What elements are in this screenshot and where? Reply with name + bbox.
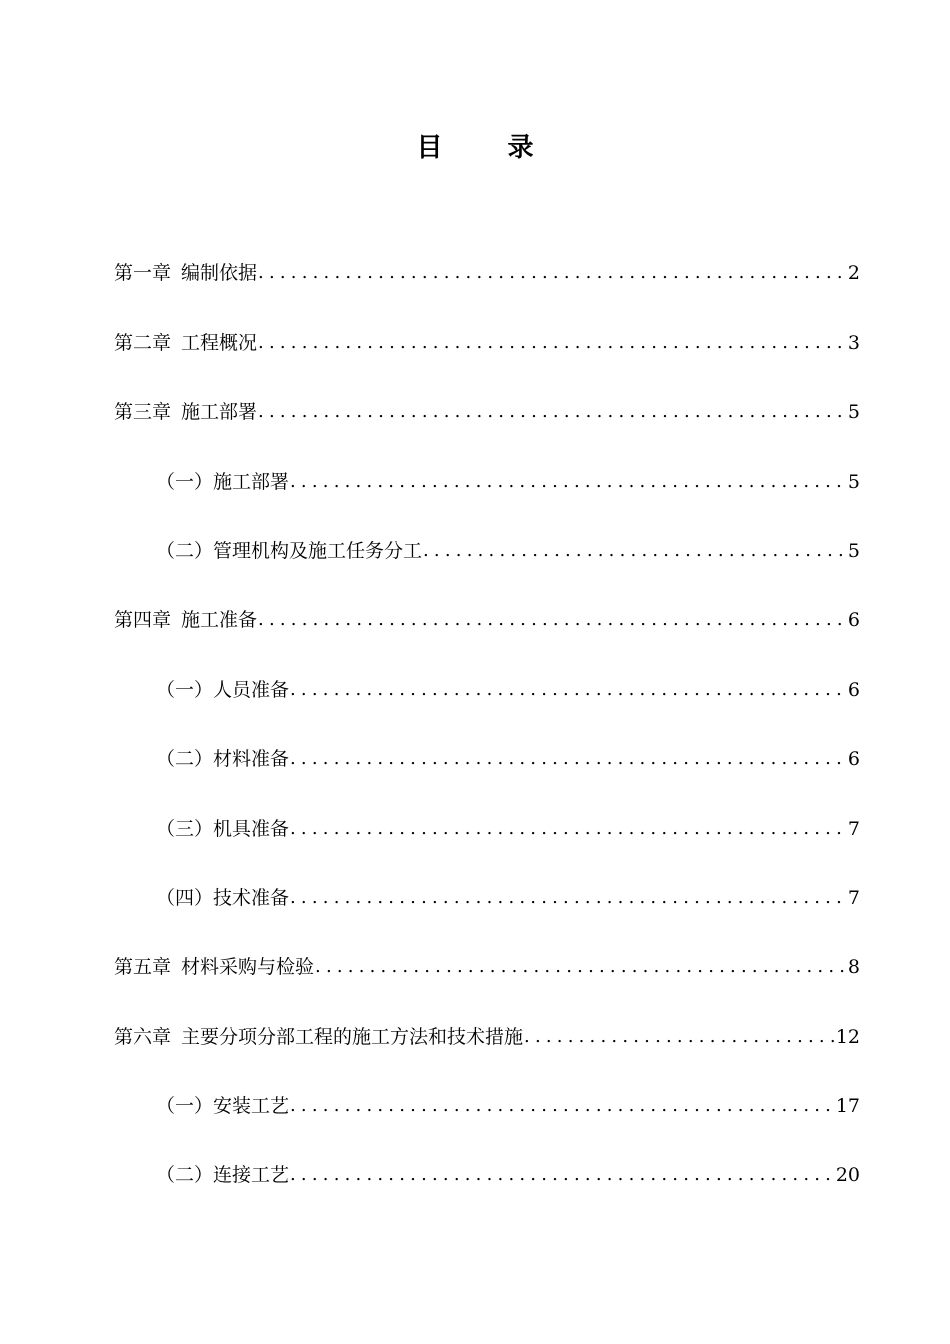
toc-dot-leader — [423, 536, 846, 566]
toc-page-number: 5 — [847, 470, 860, 493]
toc-page-number: 2 — [847, 262, 860, 285]
toc-subentry[interactable] — [114, 814, 860, 883]
toc-chapter-number: 第一章 — [114, 262, 172, 285]
table-of-contents — [114, 259, 860, 1230]
toc-entry-title: 材料采购与检验 — [181, 956, 315, 979]
toc-entry-title: （一）安装工艺 — [156, 1095, 290, 1118]
toc-entry[interactable] — [114, 953, 860, 1022]
toc-chapter-number: 第三章 — [114, 401, 172, 424]
toc-entry-label — [114, 397, 257, 427]
toc-page-number: 3 — [847, 331, 860, 354]
toc-dot-leader — [290, 1160, 834, 1190]
toc-subentry[interactable] — [114, 1092, 860, 1161]
toc-subentry[interactable] — [114, 537, 860, 606]
toc-dot-leader — [524, 1022, 834, 1052]
toc-page-number: 20 — [835, 1164, 860, 1187]
toc-page-number: 7 — [847, 817, 860, 840]
toc-chapter-number: 第六章 — [114, 1025, 172, 1048]
toc-chapter-number: 第五章 — [114, 956, 172, 979]
toc-dot-leader — [290, 814, 846, 844]
toc-page-number: 12 — [835, 1025, 860, 1048]
toc-entry-label — [114, 952, 314, 982]
toc-chapter-number: 第二章 — [114, 331, 172, 354]
toc-page-number: 6 — [847, 748, 860, 771]
toc-entry-title: （二）管理机构及施工任务分工 — [156, 539, 423, 562]
toc-entry-label — [114, 605, 257, 635]
toc-entry-title: （三）机具准备 — [156, 817, 290, 840]
toc-page-number: 7 — [847, 886, 860, 909]
toc-dot-leader — [290, 744, 846, 774]
toc-dot-leader — [290, 1091, 834, 1121]
toc-subentry[interactable] — [114, 467, 860, 536]
toc-entry-title: （二）连接工艺 — [156, 1164, 290, 1187]
toc-entry-title: 施工部署 — [181, 401, 258, 424]
toc-dot-leader — [258, 258, 846, 288]
toc-entry[interactable] — [114, 606, 860, 675]
toc-entry-label — [114, 258, 257, 288]
page-title: 目 录 — [416, 133, 562, 163]
toc-entry-title: 工程概况 — [181, 331, 258, 354]
toc-entry[interactable] — [114, 398, 860, 467]
toc-subentry[interactable] — [114, 884, 860, 953]
toc-subentry[interactable] — [114, 1161, 860, 1230]
toc-entry-title: （一）人员准备 — [156, 678, 290, 701]
toc-page-number: 5 — [847, 401, 860, 424]
toc-dot-leader — [290, 467, 846, 497]
toc-page-number: 17 — [835, 1095, 860, 1118]
toc-dot-leader — [290, 675, 846, 705]
toc-dot-leader — [315, 952, 846, 982]
toc-entry-label — [114, 1022, 523, 1052]
toc-page-number: 6 — [847, 678, 860, 701]
toc-entry[interactable] — [114, 328, 860, 397]
toc-dot-leader — [258, 397, 846, 427]
toc-entry-title: 施工准备 — [181, 609, 258, 632]
toc-dot-leader — [258, 328, 846, 358]
toc-chapter-number: 第四章 — [114, 609, 172, 632]
toc-entry-title: （二）材料准备 — [156, 748, 290, 771]
toc-page-number: 5 — [847, 539, 860, 562]
toc-subentry[interactable] — [114, 745, 860, 814]
toc-entry-title: 编制依据 — [181, 262, 258, 285]
toc-entry[interactable] — [114, 259, 860, 328]
toc-entry-title: （一）施工部署 — [156, 470, 290, 493]
toc-entry-label — [114, 328, 257, 358]
toc-entry-title: 主要分项分部工程的施工方法和技术措施 — [181, 1025, 524, 1048]
toc-dot-leader — [290, 883, 846, 913]
toc-entry-title: （四）技术准备 — [156, 886, 290, 909]
toc-entry[interactable] — [114, 1022, 860, 1091]
toc-page-number: 8 — [847, 956, 860, 979]
toc-dot-leader — [258, 605, 846, 635]
toc-subentry[interactable] — [114, 675, 860, 744]
toc-page-number: 6 — [847, 609, 860, 632]
